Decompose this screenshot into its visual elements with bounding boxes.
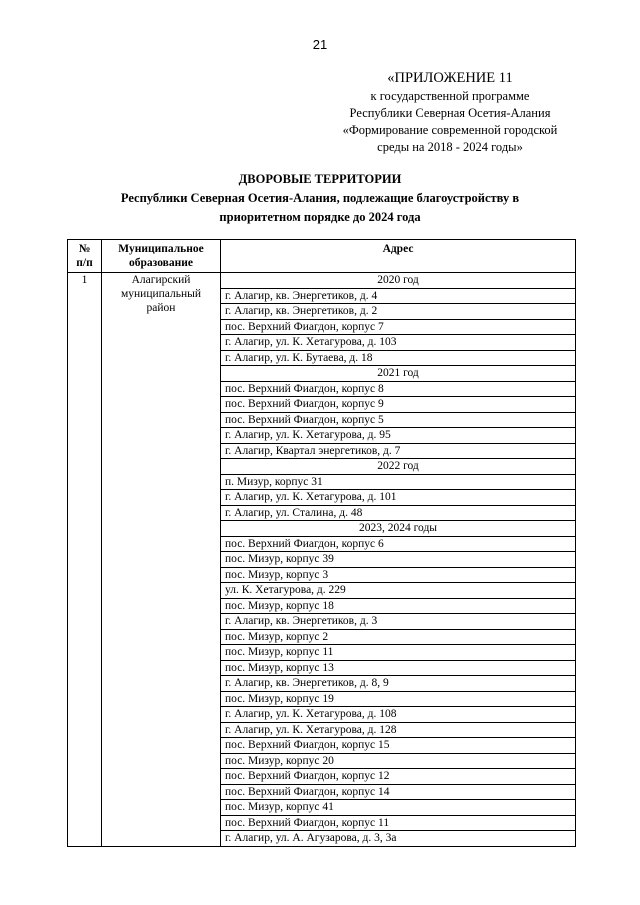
header-municipality-line: Муниципальное <box>118 243 204 255</box>
address-cell: г. Алагир, кв. Энергетиков, д. 2 <box>221 304 576 320</box>
table-body <box>68 273 576 847</box>
address-cell: пос. Мизур, корпус 3 <box>221 567 576 583</box>
address-cell: г. Алагир, кв. Энергетиков, д. 8, 9 <box>221 676 576 692</box>
address-cell: пос. Мизур, корпус 2 <box>221 629 576 645</box>
heading-line-3: приоритетном порядке до 2024 года <box>219 210 421 224</box>
header-municipality <box>102 240 221 273</box>
appendix-title: «ПРИЛОЖЕНИЕ 11 <box>387 70 513 86</box>
municipality-cell <box>102 273 221 847</box>
address-cell: г. Алагир, ул. К. Хетагурова, д. 103 <box>221 335 576 351</box>
address-cell: пос. Верхний Фиагдон, корпус 14 <box>221 784 576 800</box>
address-cell: пос. Верхний Фиагдон, корпус 15 <box>221 738 576 754</box>
address-cell: г. Алагир, кв. Энергетиков, д. 3 <box>221 614 576 630</box>
appendix-line: к государственной программе <box>370 89 530 103</box>
address-cell: пос. Мизур, корпус 18 <box>221 598 576 614</box>
row-number: 1 <box>68 273 102 847</box>
address-cell: г. Алагир, ул. К. Хетагурова, д. 108 <box>221 707 576 723</box>
appendix-line: Республики Северная Осетия-Алания <box>349 106 551 120</box>
page-number: 21 <box>312 37 328 52</box>
appendix-line: «Формирование современной городской <box>342 123 558 137</box>
address-cell: пос. Верхний Фиагдон, корпус 11 <box>221 815 576 831</box>
appendix-line: среды на 2018 - 2024 годы» <box>377 140 523 154</box>
address-cell: пос. Верхний Фиагдон, корпус 9 <box>221 397 576 413</box>
address-cell: пос. Мизур, корпус 41 <box>221 800 576 816</box>
document-heading <box>0 170 640 227</box>
address-cell: г. Алагир, Квартал энергетиков, д. 7 <box>221 443 576 459</box>
year-label: 2023, 2024 годы <box>221 521 576 537</box>
address-cell: г. Алагир, ул. К. Хетагурова, д. 101 <box>221 490 576 506</box>
address-cell: пос. Верхний Фиагдон, корпус 7 <box>221 319 576 335</box>
year-label: 2022 год <box>221 459 576 475</box>
address-cell: пос. Мизур, корпус 39 <box>221 552 576 568</box>
heading-line-2: Республики Северная Осетия-Алания, подлежащие благоустройству в <box>120 191 520 205</box>
table-row <box>68 273 576 289</box>
address-cell: г. Алагир, ул. А. Агузарова, д. 3, 3а <box>221 831 576 847</box>
address-cell: пос. Мизур, корпус 20 <box>221 753 576 769</box>
address-cell: ул. К. Хетагурова, д. 229 <box>221 583 576 599</box>
address-cell: г. Алагир, ул. К. Бутаева, д. 18 <box>221 350 576 366</box>
territories-table <box>67 239 576 847</box>
appendix-block <box>300 68 600 156</box>
heading-line-1: ДВОРОВЫЕ ТЕРРИТОРИИ <box>238 172 402 186</box>
header-number-line: № <box>78 243 91 255</box>
address-cell: пос. Верхний Фиагдон, корпус 12 <box>221 769 576 785</box>
address-cell: пос. Верхний Фиагдон, корпус 6 <box>221 536 576 552</box>
address-cell: г. Алагир, ул. Сталина, д. 48 <box>221 505 576 521</box>
municipality-line: муниципальный <box>120 288 202 300</box>
address-cell: г. Алагир, кв. Энергетиков, д. 4 <box>221 288 576 304</box>
header-number-line: п/п <box>76 257 93 269</box>
address-cell: п. Мизур, корпус 31 <box>221 474 576 490</box>
municipality-line: район <box>146 302 176 314</box>
table-header-row <box>68 240 576 273</box>
address-cell: г. Алагир, ул. К. Хетагурова, д. 95 <box>221 428 576 444</box>
address-cell: пос. Мизур, корпус 11 <box>221 645 576 661</box>
year-label: 2020 год <box>221 273 576 289</box>
year-label: 2021 год <box>221 366 576 382</box>
address-cell: пос. Верхний Фиагдон, корпус 8 <box>221 381 576 397</box>
address-cell: пос. Мизур, корпус 13 <box>221 660 576 676</box>
header-address: Адрес <box>221 240 576 273</box>
header-municipality-line: образование <box>129 257 193 269</box>
header-number <box>68 240 102 273</box>
municipality-line: Алагирский <box>131 274 191 286</box>
address-cell: пос. Мизур, корпус 19 <box>221 691 576 707</box>
address-cell: пос. Верхний Фиагдон, корпус 5 <box>221 412 576 428</box>
address-cell: г. Алагир, ул. К. Хетагурова, д. 128 <box>221 722 576 738</box>
